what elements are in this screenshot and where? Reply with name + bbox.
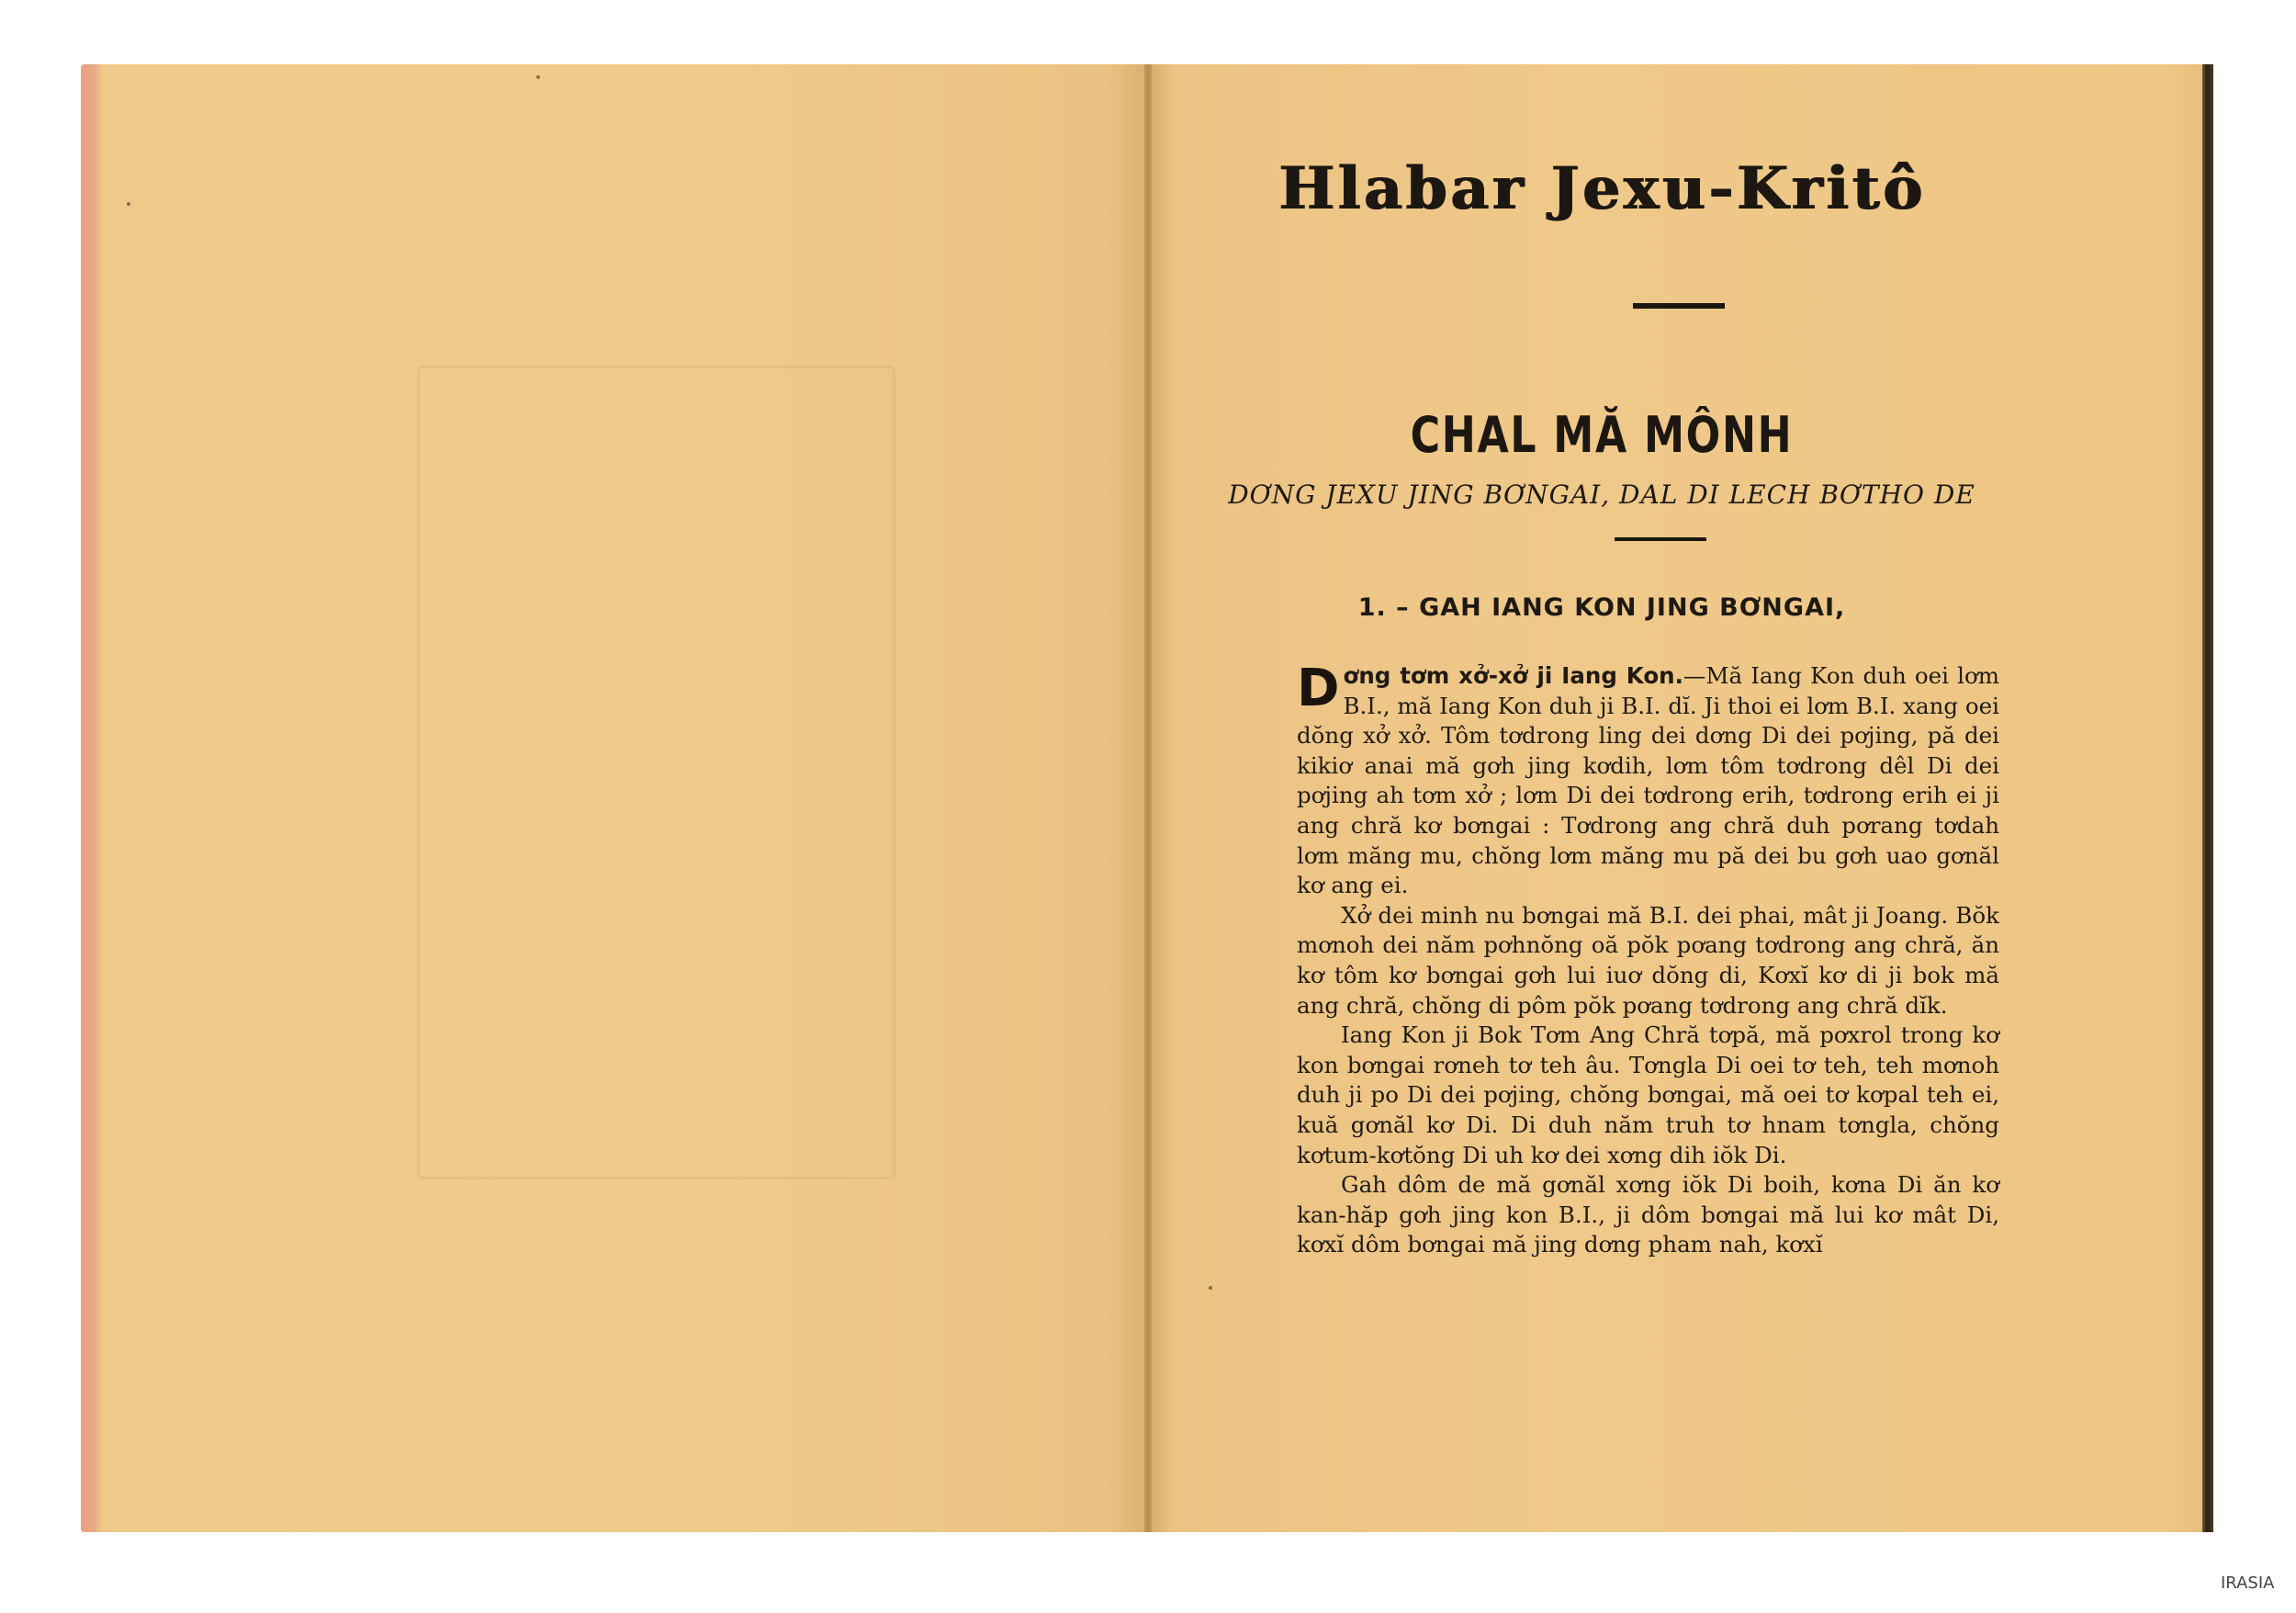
paragraph-text: Xở dei minh nu bơngai mă B.I. dei phai, mât ji Joang. Bŏk mơnoh dei năm pơhnŏng oă pŏk pơang tơdrong ang chră, ăn kơ tôm kơ bơngai gơh lui iuơ dŏng di, Kơxĭ kơ di ji bok mă ang chră, chŏng di pôm pŏk pơang tơdrong ang chră dĭk.: [1297, 901, 1999, 1019]
paper-speck: [536, 75, 540, 79]
left-page: [81, 64, 1148, 1532]
paragraph-lead: ơng tơm xở-xở ji Iang Kon.: [1343, 662, 1683, 689]
subtitle-rule: [1615, 537, 1706, 541]
paragraph: [1297, 661, 1999, 901]
title-rule: [1633, 303, 1725, 309]
page-edge: [2202, 64, 2213, 1532]
chapter-subtitle: DƠNG JEXU JING BƠNGAI, DAL DI LECH BƠTHO DE: [1228, 479, 1975, 510]
paragraph: [1297, 1021, 1999, 1170]
body-text: [1297, 661, 1999, 1260]
paper-speck: [1209, 1286, 1212, 1290]
paragraph-text: —Mă Iang Kon duh oei lơm B.I., mă Iang Kon duh ji B.I. dĭ. Ji thoi ei lơm B.I. xang oei dŏng xở xở. Tôm tơdrong ling dei dơng Di dei pơjing, pă dei kikiơ anai mă gơh jing kơdih, lơm tôm tơdrong dêl Di dei pơjing ah tơm xở ; lơm Di dei tơdrong erih, tơdrong erih ei ji ang chră kơ bơngai : Tơdrong ang chră duh pơrang tơdah lơm măng mu, chŏng lơm măng mu pă dei bu gơh uao gơnăl kơ ang ei.: [1297, 662, 1999, 899]
paragraph: [1297, 1170, 1999, 1260]
paragraph-text: Gah dôm de mă gơnăl xơng iŏk Di boih, kơna Di ăn kơ kan-hăp gơh jing kon B.I., ji dôm bơngai mă lui kơ mât Di, kơxĭ dôm bơngai mă jing dơng pham nah, kơxĭ: [1297, 1171, 1999, 1258]
paragraph: [1297, 901, 1999, 1021]
paper-speck: [127, 202, 130, 206]
running-title: Hlabar Jexu-Kritô: [1277, 154, 1926, 223]
section-heading: 1. – GAH IANG KON JING BƠNGAI,: [1357, 593, 1846, 622]
watermark: IRASIA: [2221, 1574, 2275, 1593]
chapter-title: CHAL MĂ MÔNH: [1410, 406, 1794, 464]
show-through-map: [417, 366, 895, 1179]
drop-cap: D: [1297, 659, 1340, 718]
paragraph-text: Iang Kon ji Bok Tơm Ang Chră tơpă, mă pơxrol trong kơ kon bơngai rơneh tơ teh âu. Tơngla Di oei tơ teh, teh mơnoh duh ji po Di dei pơjing, chŏng bơngai, mă oei tơ kơpal teh ei, kuă gơnăl kơ Di. Di duh năm truh tơ hnam tơngla, chŏng kơtum-kơtŏng Di uh kơ dei xơng dih iŏk Di.: [1297, 1021, 1999, 1168]
